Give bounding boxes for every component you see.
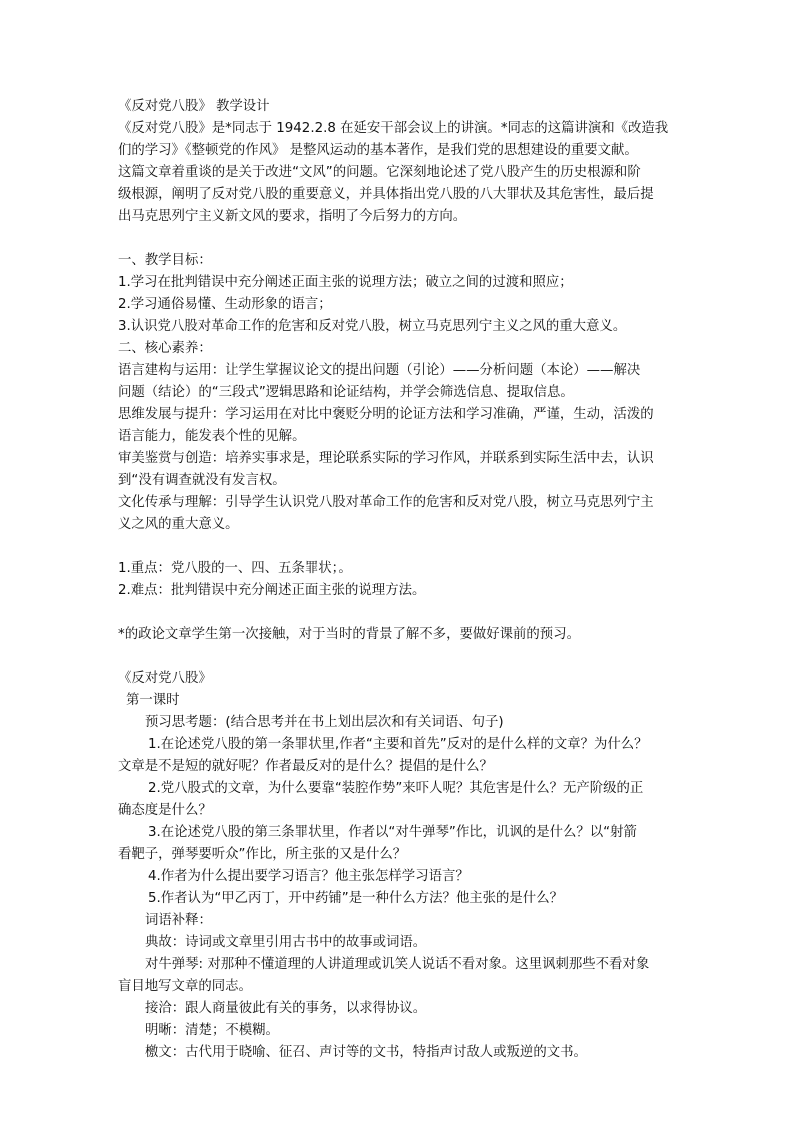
question-line: 2.党八股式的文章，为什么要靠“装腔作势”来吓人呢？其危害是什么？无产阶级的正 bbox=[148, 781, 644, 796]
intro-line: 级根源，阐明了反对党八股的重要意义，并具体指出党八股的八大罪状及其危害性，最后提 bbox=[118, 187, 654, 202]
intro-line: 们的学习》《整顿党的作风》 是整风运动的基本著作，是我们党的思想建设的重要文献。 bbox=[118, 143, 638, 158]
goal-item: 1.学习在批判错误中充分阐述正面主张的说理方法；破立之间的过渡和照应； bbox=[118, 275, 573, 290]
document-page bbox=[118, 96, 678, 1064]
spacer bbox=[118, 646, 678, 668]
preview-heading: 预习思考题：(结合思考并在书上划出层次和有关词语、句子) bbox=[145, 715, 504, 730]
literacy-line: 审美鉴赏与创造：培养实事求是，理论联系实际的学习作风，并联系到实际生活中去，认识 bbox=[118, 451, 654, 466]
intro-line: 出马克思列宁主义新文风的要求，指明了今后努力的方向。 bbox=[118, 209, 467, 224]
spacer bbox=[118, 602, 678, 624]
intro-line: 这篇文章着重谈的是关于改进“文风”的问题。它深刻地论述了党八股产生的历史根源和阶 bbox=[118, 165, 641, 180]
vocab-item: 对牛弹琴: 对那种不懂道理的人讲道理或讥笑人说话不看对象。这里讽刺那些不看对象 bbox=[145, 957, 650, 972]
literacy-line: 义之风的重大意义。 bbox=[118, 517, 239, 532]
question-line: 看靶子，弹琴要听众”作比，所主张的又是什么？ bbox=[118, 847, 407, 862]
vocab-item: 典故：诗词或文章里引用古书中的故事或词语。 bbox=[145, 935, 427, 950]
preparation-note: *的政论文章学生第一次接触，对于当时的背景了解不多，要做好课前的预习。 bbox=[118, 627, 580, 642]
vocab-item: 接洽：跟人商量彼此有关的事务，以求得协议。 bbox=[145, 1001, 427, 1016]
lesson-title: 《反对党八股》 bbox=[118, 671, 212, 686]
literacy-line: 语言能力，能发表个性的见解。 bbox=[118, 429, 306, 444]
intro-line: 《反对党八股》是*同志于 1942.2.8 在延安干部会议上的讲演。*同志的这篇讲演和《改造我 bbox=[118, 121, 669, 136]
goal-item: 2.学习通俗易懂、生动形象的语言； bbox=[118, 297, 332, 312]
spacer bbox=[118, 228, 678, 250]
vocab-item: 盲目地写文章的同志。 bbox=[118, 979, 252, 994]
question-line: 文章是不是短的就好呢？作者最反对的是什么？提倡的是什么？ bbox=[118, 759, 493, 774]
question-line: 确态度是什么？ bbox=[118, 803, 212, 818]
vocab-item: 檄文：古代用于晓喻、征召、声讨等的文书，特指声讨敌人或叛逆的文书。 bbox=[145, 1045, 587, 1060]
vocab-item: 明晰：清楚；不模糊。 bbox=[145, 1023, 279, 1038]
goals-heading: 一、教学目标： bbox=[118, 253, 212, 268]
goal-item: 3.认识党八股对革命工作的危害和反对党八股，树立马克思列宁主义之风的重大意义。 bbox=[118, 319, 627, 334]
question-line: 1.在论述党八股的第一条罪状里,作者“主要和首先”反对的是什么样的文章？为什么？ bbox=[148, 737, 648, 752]
lesson-period: 第一课时 bbox=[126, 693, 180, 708]
vocab-heading: 词语补释： bbox=[145, 913, 212, 928]
literacy-line: 到“没有调查就没有发言权。 bbox=[118, 473, 286, 488]
literacy-line: 思维发展与提升：学习运用在对比中褒贬分明的论证方法和学习准确，严谨，生动，活泼的 bbox=[118, 407, 654, 422]
document-title: 《反对党八股》 教学设计 bbox=[118, 99, 270, 114]
literacy-line: 问题（结论）的“三段式”逻辑思路和论证结构，并学会筛选信息、提取信息。 bbox=[118, 385, 574, 400]
difficult-point: 2.难点：批判错误中充分阐述正面主张的说理方法。 bbox=[118, 583, 426, 598]
literacy-heading: 二、核心素养： bbox=[118, 341, 212, 356]
question-line: 4.作者为什么提出要学习语言？他主张怎样学习语言？ bbox=[148, 869, 469, 884]
literacy-line: 文化传承与理解：引导学生认识党八股对革命工作的危害和反对党八股，树立马克思列宁主 bbox=[118, 495, 654, 510]
literacy-line: 语言建构与运用：让学生掌握议论文的提出问题（引论）——分析问题（本论）——解决 bbox=[118, 363, 641, 378]
question-line: 5.作者认为“甲乙丙丁，开中药铺”是一种什么方法？他主张的是什么？ bbox=[148, 891, 563, 906]
key-point: 1.重点：党八股的一、四、五条罪状；。 bbox=[118, 561, 352, 576]
spacer bbox=[118, 536, 678, 558]
question-line: 3.在论述党八股的第三条罪状里，作者以“对牛弹琴”作比，讥讽的是什么？以“射箭 bbox=[148, 825, 637, 840]
